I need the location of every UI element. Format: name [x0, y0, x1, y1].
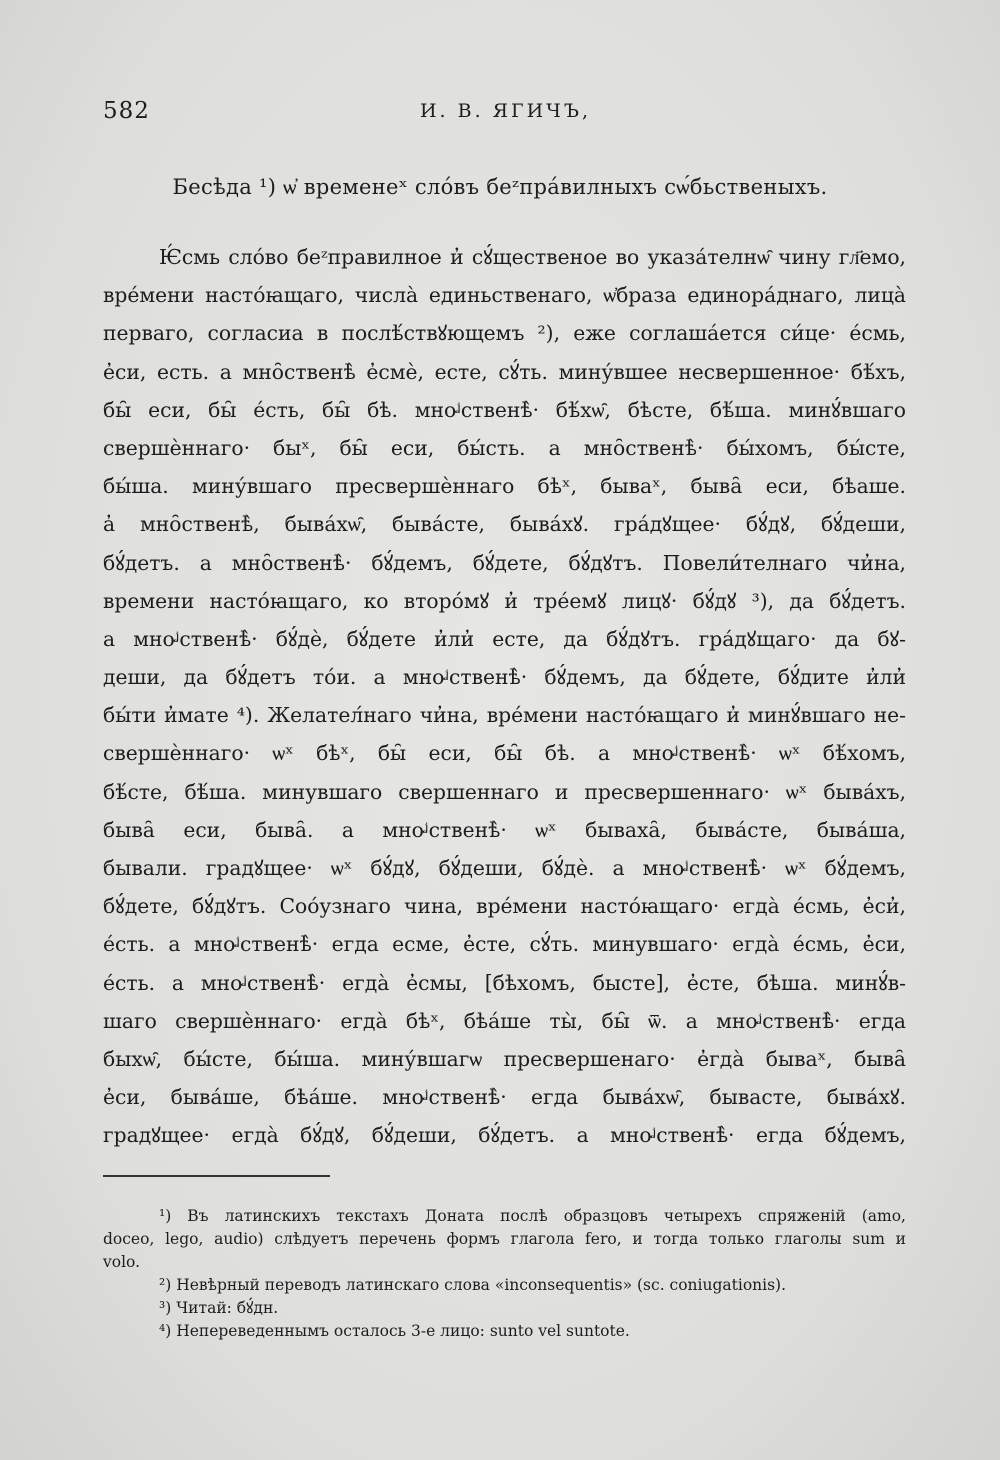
- footnote-3: [103, 1297, 906, 1320]
- text-line: шаго свершѐннаго· егда̀ бѣˣ, бѣа́ше ты̀, бы̑ ѿ. а мноᶨственѣ̀· егда: [103, 1008, 906, 1033]
- footnote-rule: [103, 1175, 330, 1177]
- text-line: быва̑ еси, быва̑. а мноᶨственѣ̀· ѡˣ бываха̑, быва́сте, быва́ша,: [103, 817, 906, 842]
- running-head: И. В. ЯГИЧЪ,: [419, 100, 591, 122]
- section-title: Бесѣда ¹) ѡ̓ временеˣ сло́въ беᶻпра́вилныхъ сѡ́бьственыхъ.: [172, 175, 828, 199]
- footnote-line: volo.: [103, 1253, 141, 1271]
- main-text: [103, 238, 906, 1155]
- text-line: е́сть. а мноᶨственѣ̀· егда есме, е̓сте, сꙋ́ть. минувшаго· егда̀ е́смь, е̓си,: [103, 932, 906, 957]
- text-line: бы́ша. мину́вшаго пресвершѐннаго бѣˣ, бываˣ, быва̑ еси, бѣаше.: [103, 474, 906, 499]
- footnote-line: ¹) Въ латинскихъ текстахъ Доната послѣ образцовъ четырехъ спряженій (amo,: [159, 1207, 906, 1225]
- text-line: бы́ти и̓мате ⁴). Желател́наго чи̓на, вре́мени насто́ꙗщаго и̓ минꙋ́вшаго не-: [103, 703, 906, 728]
- text-line: Ѥ́смь сло́во беᶻправилное и̓ сꙋ́щественое во указа́телнѡ̑ чину гл҃емо,: [159, 245, 906, 269]
- text-line: перваго, согласиа в послѣ́ствꙋющемъ ²), еже соглаша́ется си́це· е́смь,: [103, 321, 906, 346]
- page-header: [103, 98, 908, 134]
- text-line: е̓си, есть. а мно̑ственѣ̀ е̓смѐ, есте, сꙋ́ть. мину́вшее несвершенное· бѣ́хъ,: [103, 359, 906, 384]
- text-line: а̓ мно̑ственѣ̀, быва́хѡ̑, быва́сте, быва́хꙋ. гра́дꙋщее· бꙋ́дꙋ, бꙋ́деши,: [103, 512, 906, 537]
- page-number: 582: [103, 98, 150, 124]
- text-line: бывали. градꙋщее· ѡˣ бꙋ́дꙋ, бꙋ́деши, бꙋ́дѐ. а мноᶨственѣ̀· ѡˣ бꙋ́демъ,: [103, 856, 906, 880]
- text-line: е́сть. а мноᶨственѣ̀· егда̀ е̓смы, [бѣхомъ, бысте], е̓сте, бѣша. минꙋ́в-: [103, 970, 906, 995]
- text-line: свершѐннаго· быˣ, бы̑ еси, бы́сть. а мно̑ственѣ̀· бы́хомъ, бы́сте,: [103, 435, 906, 460]
- text-line: вре́мени насто́ꙗщаго, числа̀ единьственаго, ѡ̓браза единора́днаго, лица̀: [103, 283, 906, 308]
- footnote-line: doceo, lego, audio) слѣдуетъ перечень формъ глагола fero, и тогда только глаголы sum и: [103, 1230, 906, 1248]
- text-line: е̓си, быва́ше, бѣа́ше. мноᶨственѣ̀· егда быва́хѡ̑, бываcте, быва́хꙋ.: [103, 1085, 906, 1110]
- text-line: деши, да бꙋ́детъ то́и. а мноᶨственѣ̀· бꙋ́демъ, да бꙋ́дете, бꙋ́дите и̓ли̓: [103, 665, 906, 690]
- text-line: бꙋ́детъ. а мно̑ственѣ̀· бꙋ́демъ, бꙋ́дете, бꙋ́дꙋтъ. Повели́телнаго чи̓на,: [103, 550, 906, 575]
- text-line: бы̑ еси, бы̑ е́сть, бы̑ бѣ. мноᶨственѣ̀· бѣ́хѡ̑, бѣсте, бѣ́ша. минꙋ́вшаго: [103, 397, 906, 422]
- footnote-line: ²) Невѣрный переводъ латинскаго слова «inconsequentis» (sc. coniugationis).: [159, 1276, 787, 1294]
- text-line: а мноᶨственѣ̀· бꙋ́дѐ, бꙋ́дете и̓ли̓ есте, да бꙋ́дꙋтъ. гра́дꙋщаго· да бꙋ-: [103, 626, 906, 651]
- text-line: бѣ́сте, бѣ́ша. минувшаго свершеннаго и пресвершеннаго· ѡˣ быва́хъ,: [103, 779, 906, 804]
- footnotes: [103, 1205, 906, 1343]
- text-line: времени насто́ꙗщаго, ко второ́мꙋ и̓ тре́емꙋ лицꙋ· бꙋ́дꙋ ³), да бꙋ́детъ.: [103, 588, 906, 613]
- footnote-4: [103, 1320, 906, 1343]
- footnote-line: ³) Читай: бꙋ́дн.: [159, 1299, 279, 1317]
- footnote-line: ⁴) Непереведеннымъ осталось 3-е лицо: sunto vel suntote.: [159, 1322, 630, 1340]
- text-line: бꙋ́дете, бꙋ́дꙋтъ. Соо́узнаго чина, вре́мени насто́ꙗщаго· егда̀ е́смь, е̓си̓,: [103, 894, 906, 919]
- text-line: градꙋщее· егда̀ бꙋ́дꙋ, бꙋ́деши, бꙋ́детъ. а мноᶨственѣ̀· егда бꙋ́демъ,: [103, 1123, 906, 1148]
- footnote-2: [103, 1274, 906, 1297]
- text-line: быхѡ̑, бы́сте, бы́ша. мину́вшагѡ пресвершенаго· е̓гда̀ бываˣ, быва̑: [103, 1046, 906, 1071]
- footnote-1: [103, 1205, 906, 1274]
- text-line: свершѐннаго· ѡˣ бѣˣ, бы̑ еси, бы̑ бѣ. а мноᶨственѣ̀· ѡˣ бѣ́хомъ,: [103, 741, 906, 766]
